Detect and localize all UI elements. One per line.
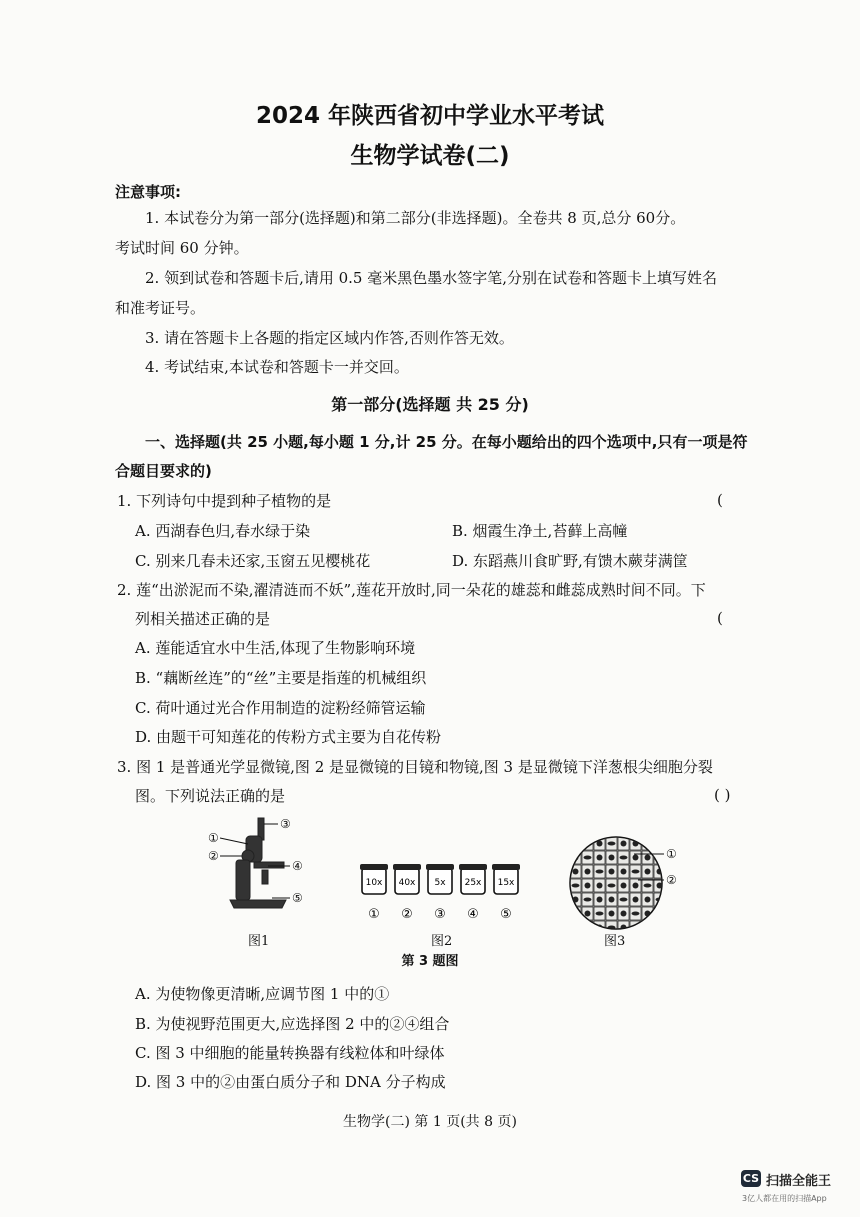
q3-option-a: A. 为使物像更清晰,应调节图 1 中的① — [135, 985, 390, 1003]
note-line-2-cont: 和准考证号。 — [115, 299, 206, 317]
cell-nucleus — [644, 842, 652, 846]
page-footer: 生物学(二) 第 1 页(共 8 页) — [343, 1114, 517, 1130]
cell-nucleus — [573, 911, 579, 917]
cell-nucleus — [572, 842, 580, 846]
root-cell — [654, 837, 665, 850]
cell-nucleus — [609, 855, 615, 861]
cell-nucleus — [585, 911, 591, 917]
q1-option-d: D. 东蹈燕川食旷野,有馈木蕨芽满筐 — [452, 552, 688, 570]
part1-intro-cont: 合题目要求的) — [115, 462, 212, 480]
microscope-drawing — [230, 818, 286, 908]
cell-nucleus — [645, 869, 651, 875]
q3-answer-paren: ( ) — [714, 786, 731, 804]
cell-nucleus — [656, 856, 664, 860]
fig1-marker-1: ① — [208, 831, 219, 845]
lens-cap-2 — [393, 864, 421, 870]
camscanner-logo: CS — [742, 1172, 760, 1185]
lens-cap-5 — [492, 864, 520, 870]
q3-option-c: C. 图 3 中细胞的能量转换器有线粒体和叶绿体 — [135, 1044, 445, 1062]
lens-label-1: 10x — [365, 878, 383, 888]
cell-nucleus — [572, 884, 580, 888]
note-line-3: 3. 请在答题卡上各题的指定区域内作答,否则作答无效。 — [145, 329, 514, 347]
lens-number-1: ① — [368, 907, 380, 922]
lens-number-3: ③ — [434, 907, 446, 922]
cell-nucleus — [657, 841, 663, 847]
lens-cap-3 — [426, 864, 454, 870]
microscope-pillar — [236, 860, 250, 900]
exam-subtitle: 生物学试卷(二) — [350, 143, 510, 169]
cell-nucleus — [597, 841, 603, 847]
q1-option-a: A. 西湖春色归,春水绿于染 — [135, 522, 311, 540]
cell-nucleus — [644, 926, 652, 930]
cell-nucleus — [621, 841, 627, 847]
cell-nucleus — [621, 911, 627, 917]
marker-line-1 — [220, 838, 248, 844]
lens-label-4: 25x — [464, 878, 482, 888]
cell-nucleus — [644, 884, 652, 888]
q1-stem: 1. 下列诗句中提到种子植物的是 — [117, 492, 332, 510]
root-cell — [654, 921, 665, 934]
cell-nucleus — [584, 856, 592, 860]
note-line-1-cont: 考试时间 60 分钟。 — [115, 239, 249, 257]
cell-nucleus — [621, 883, 627, 889]
exam-title: 2024 年陕西省初中学业水平考试 — [255, 103, 605, 129]
notes-heading: 注意事项: — [115, 183, 181, 201]
q1-option-b: B. 烟霞生净土,苔藓上高幢 — [452, 522, 628, 540]
lens-cap-4 — [459, 864, 487, 870]
cell-nucleus — [609, 911, 615, 917]
root-cell — [570, 837, 581, 850]
q3-stem-cont: 图。下列说法正确的是 — [135, 787, 286, 805]
q1-answer-paren: ( — [717, 491, 723, 509]
cell-nucleus — [597, 883, 603, 889]
fig3-label: 图3 — [604, 934, 626, 949]
root-cell — [642, 921, 653, 934]
cell-nucleus — [585, 883, 591, 889]
part1-intro: 一、选择题(共 25 小题,每小题 1 分,计 25 分。在每小题给出的四个选项中,只有一项是符 — [145, 433, 748, 451]
cell-nucleus — [572, 926, 580, 930]
cell-nucleus — [608, 842, 616, 846]
microscope-figure — [206, 812, 326, 912]
fig1-marker-4: ④ — [292, 859, 303, 873]
q3-option-d: D. 图 3 中的②由蛋白质分子和 DNA 分子构成 — [135, 1073, 446, 1091]
q1-option-c: C. 别来几春未还家,玉窗五见樱桃花 — [135, 552, 371, 570]
cell-nucleus — [585, 925, 591, 931]
cell-nucleus — [573, 869, 579, 875]
cell-nucleus — [620, 898, 628, 902]
q3-option-b: B. 为使视野范围更大,应选择图 2 中的②④组合 — [135, 1015, 450, 1033]
root-cell — [582, 921, 593, 934]
cell-nucleus — [657, 911, 663, 917]
q2-stem-cont: 列相关描述正确的是 — [135, 610, 271, 628]
q2-option-b: B. “藕断丝连”的“丝”主要是指莲的机械组织 — [135, 669, 427, 687]
root-tip-figure — [568, 834, 690, 934]
q2-stem: 2. 莲“出淤泥而不染,濯清涟而不妖”,莲花开放时,同一朵花的雄蕊和雌蕊成熟时间不同。下 — [117, 581, 706, 599]
fig1-marker-5: ⑤ — [292, 891, 303, 905]
cell-nucleus — [633, 883, 639, 889]
cell-nucleus — [633, 855, 639, 861]
cell-nucleus — [596, 870, 604, 874]
lenses-figure — [358, 860, 528, 924]
cell-nucleus — [633, 897, 639, 903]
q3-figure-caption: 第 3 题图 — [401, 954, 459, 969]
camscanner-brand: 扫描全能王 — [766, 1174, 832, 1189]
cell-nucleus — [584, 898, 592, 902]
lens-number-5: ⑤ — [500, 907, 512, 922]
cell-nucleus — [609, 897, 615, 903]
note-line-4: 4. 考试结束,本试卷和答题卡一并交回。 — [145, 358, 409, 376]
cell-nucleus — [597, 855, 603, 861]
cell-nucleus — [608, 884, 616, 888]
q3-stem: 3. 图 1 是普通光学显微镜,图 2 是显微镜的目镜和物镜,图 3 是显微镜下洋葱根尖细胞分裂 — [117, 758, 713, 776]
q2-option-c: C. 荷叶通过光合作用制造的淀粉经筛管运输 — [135, 699, 426, 717]
note-line-1: 1. 本试卷分为第一部分(选择题)和第二部分(非选择题)。全卷共 8 页,总分 60分。 — [145, 209, 686, 227]
stage — [254, 862, 284, 868]
q2-option-a: A. 莲能适宜水中生活,体现了生物影响环境 — [135, 639, 416, 657]
fig1-marker-2: ② — [208, 849, 219, 863]
cell-nucleus — [585, 841, 591, 847]
lens-label-3: 5x — [434, 878, 446, 888]
q2-answer-paren: ( — [717, 609, 723, 627]
lens-label-2: 40x — [398, 878, 416, 888]
cell-nucleus — [645, 855, 651, 861]
cell-nucleus — [609, 869, 615, 875]
lens-number-4: ④ — [467, 907, 479, 922]
cell-nucleus — [645, 911, 651, 917]
fig3-marker-2: ② — [666, 873, 677, 887]
root-cell — [654, 907, 665, 920]
cell-nucleus — [657, 925, 663, 931]
note-line-2: 2. 领到试卷和答题卡后,请用 0.5 毫米黑色墨水签字笔,分别在试卷和答题卡上填写姓名 — [145, 269, 718, 287]
cell-nucleus — [597, 897, 603, 903]
camscanner-tagline: 3亿人都在用的扫描App — [742, 1194, 827, 1203]
q2-option-d: D. 由题干可知莲花的传粉方式主要为自花传粉 — [135, 728, 442, 746]
microscope-base — [230, 900, 286, 908]
lens-cap-1 — [360, 864, 388, 870]
cell-nucleus — [632, 912, 640, 916]
fig3-marker-1: ① — [666, 847, 677, 861]
part1-title: 第一部分(选择题 共 25 分) — [331, 395, 529, 414]
fig2-label: 图2 — [431, 934, 453, 949]
cell-nucleus — [645, 897, 651, 903]
root-cell — [570, 921, 581, 934]
cell-nucleus — [657, 883, 663, 889]
fig1-label: 图1 — [248, 934, 270, 949]
lens-group — [360, 864, 520, 922]
cell-nucleus — [621, 869, 627, 875]
lens-label-5: 15x — [497, 878, 515, 888]
cell-nucleus — [596, 912, 604, 916]
fig1-marker-3: ③ — [280, 817, 291, 831]
cell-nucleus — [585, 869, 591, 875]
lens-number-2: ② — [401, 907, 413, 922]
cell-nucleus — [632, 870, 640, 874]
mirror-holder — [262, 870, 268, 884]
cell-nucleus — [620, 856, 628, 860]
cell-nucleus — [633, 841, 639, 847]
